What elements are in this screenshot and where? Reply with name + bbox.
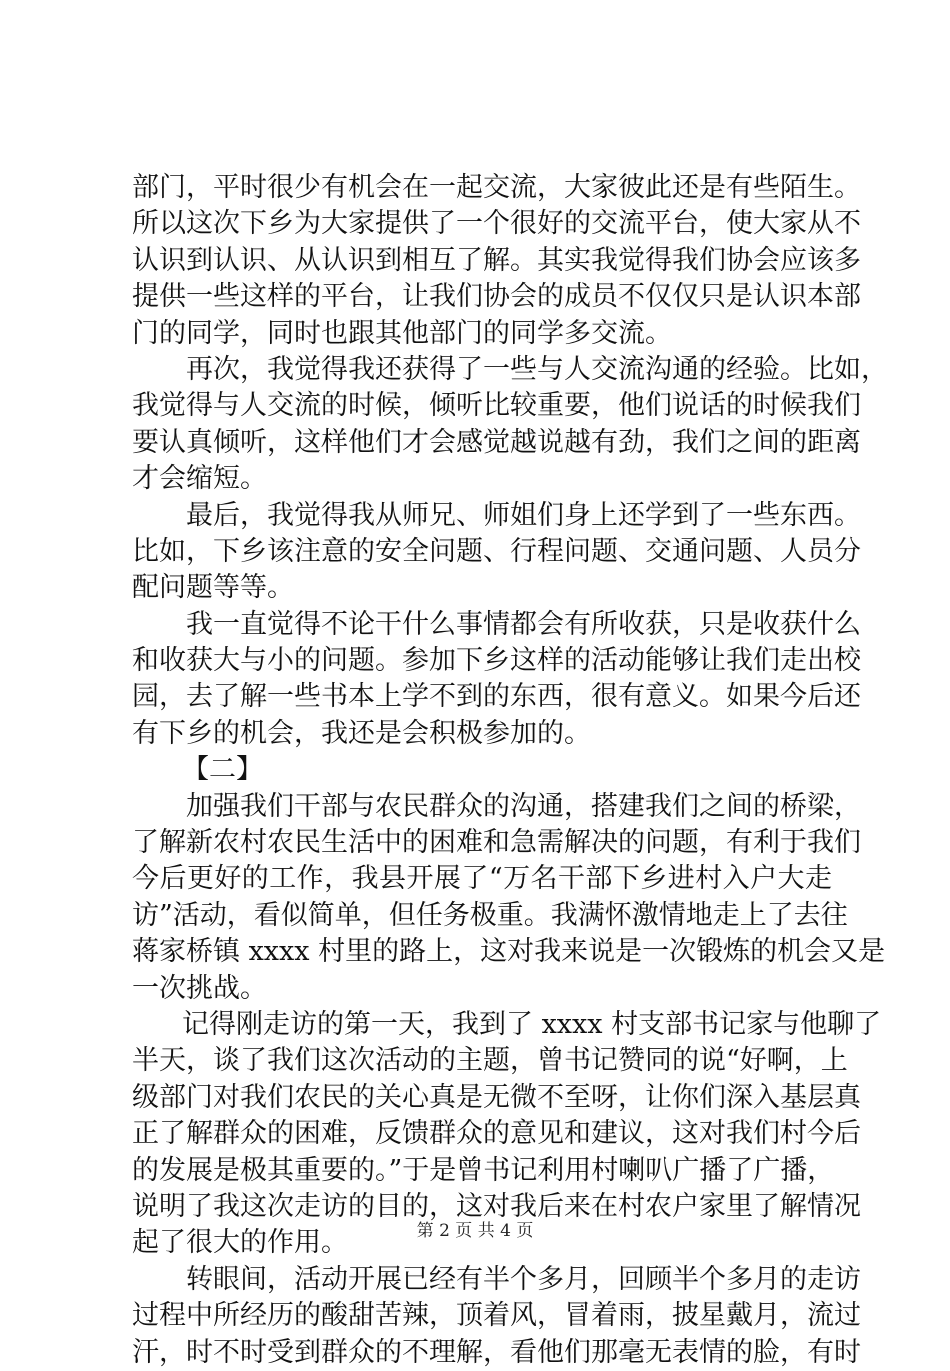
text-line: 的发展是极其重要的。”于是曾书记利用村喇叭广播了广播， — [132, 1154, 835, 1186]
text-line: 部门，平时很少有机会在一起交流，大家彼此还是有些陌生。 — [132, 172, 861, 203]
text-line: 有下乡的机会，我还是会积极参加的。 — [132, 717, 591, 749]
text-line: 园，去了解一些书本上学不到的东西，很有意义。如果今后还 — [132, 681, 861, 713]
text-line: 比如，下乡该注意的安全问题、行程问题、交通问题、人员分 — [132, 535, 861, 567]
text-line: 记得刚走访的第一天，我到了 xxxx 村支部书记家与他聊了 — [182, 1008, 882, 1040]
text-line: 访”活动，看似简单，但任务极重。我满怀激情地走上了去往 — [132, 899, 848, 931]
text-line: 起了很大的作用。 — [132, 1227, 348, 1259]
text-line: 我觉得与人交流的时候，倾听比较重要，他们说话的时候我们 — [132, 390, 861, 422]
text-line: 一次挑战。 — [132, 972, 267, 1004]
text-line: 加强我们干部与农民群众的沟通，搭建我们之间的桥梁， — [186, 790, 861, 822]
text-line: 转眼间，活动开展已经有半个多月，回顾半个多月的走访 — [186, 1263, 861, 1295]
text-line: 汗，时不时受到群众的不理解，看他们那毫无表情的脸，有时 — [132, 1336, 861, 1368]
section-heading: 【二】 — [182, 754, 263, 786]
text-line: 门的同学，同时也跟其他部门的同学多交流。 — [132, 317, 672, 349]
text-line: 最后，我觉得我从师兄、师姐们身上还学到了一些东西。 — [186, 499, 861, 531]
body-text — [132, 170, 888, 1371]
text-line: 蒋家桥镇 xxxx 村里的路上，这对我来说是一次锻炼的机会又是 — [132, 936, 886, 968]
text-line: 所以这次下乡为大家提供了一个很好的交流平台，使大家从不 — [132, 208, 861, 240]
text-line: 才会缩短。 — [132, 463, 267, 495]
text-line: 了解新农村农民生活中的困难和急需解决的问题，有利于我们 — [132, 827, 861, 859]
text-line: 过程中所经历的酸甜苦辣，顶着风，冒着雨，披星戴月，流过 — [132, 1300, 861, 1332]
text-line: 认识到认识、从认识到相互了解。其实我觉得我们协会应该多 — [132, 244, 861, 276]
text-line: 要认真倾听，这样他们才会感觉越说越有劲，我们之间的距离 — [132, 426, 861, 458]
text-line: 正了解群众的困难，反馈群众的意见和建议，这对我们村今后 — [132, 1118, 861, 1150]
text-line: 说明了我这次走访的目的，这对我后来在村农户家里了解情况 — [132, 1190, 861, 1222]
text-line: 半天，谈了我们这次活动的主题，曾书记赞同的说“好啊，上 — [132, 1045, 848, 1077]
text-line: 级部门对我们农民的关心真是无微不至呀，让你们深入基层真 — [132, 1081, 861, 1113]
text-line: 提供一些这样的平台，让我们协会的成员不仅仅只是认识本部 — [132, 281, 861, 313]
page-footer: 第 2 页 共 4 页 — [416, 1221, 534, 1241]
text-line: 我一直觉得不论干什么事情都会有所收获，只是收获什么 — [186, 608, 861, 640]
text-line: 今后更好的工作，我县开展了“万名干部下乡进村入户大走 — [132, 863, 832, 895]
text-line: 再次，我觉得我还获得了一些与人交流沟通的经验。比如， — [186, 353, 888, 385]
text-line: 和收获大与小的问题。参加下乡这样的活动能够让我们走出校 — [132, 645, 861, 677]
text-line: 配问题等等。 — [132, 572, 294, 604]
